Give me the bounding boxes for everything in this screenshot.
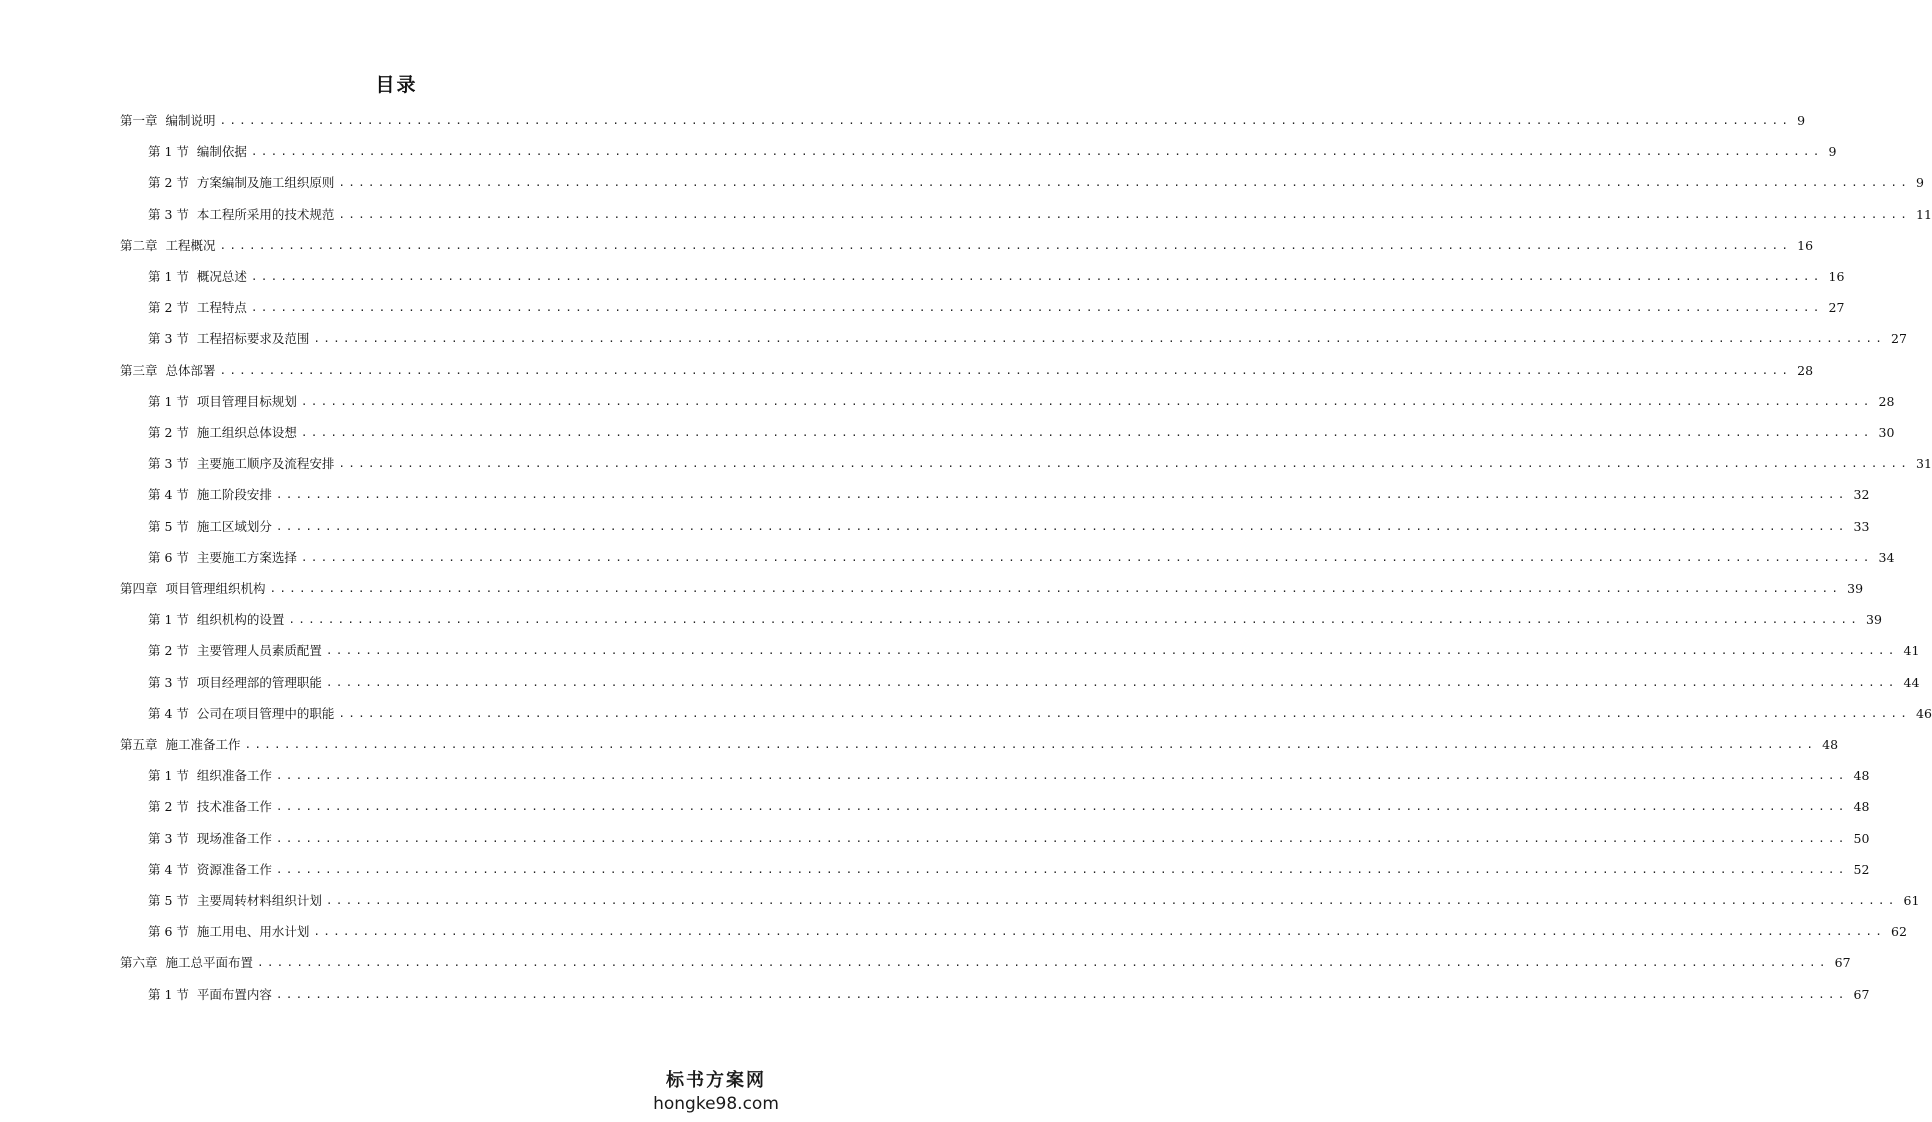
toc-entry-title: 编制说明: [165, 113, 216, 128]
toc-section-entry[interactable]: [0, 766, 1870, 786]
toc-entry-label: [148, 860, 272, 880]
toc-page-number: 62: [1891, 924, 1907, 939]
toc-entry-label: [148, 485, 272, 505]
toc-section-entry[interactable]: [0, 891, 1920, 911]
toc-entry-number: 第 1 节: [148, 269, 189, 284]
toc-entry-number: 第 4 节: [148, 706, 189, 721]
toc-section-entry[interactable]: [0, 610, 1882, 630]
toc-leader-dots: ................................................................................................................................................................: [219, 364, 1792, 377]
toc-page-number: 27: [1891, 331, 1907, 346]
toc-page-number: 11: [1916, 207, 1932, 222]
toc-page-number: 61: [1903, 893, 1920, 908]
toc-entry-number: 第 6 节: [148, 924, 189, 939]
toc-entry-number: 第 2 节: [148, 425, 189, 440]
toc-page-number: 16: [1828, 269, 1845, 284]
toc-section-entry[interactable]: [0, 298, 1845, 318]
toc-entry-label: [120, 579, 266, 599]
toc-entry-number: 第 2 节: [148, 175, 189, 190]
toc-page-number: 39: [1847, 581, 1864, 596]
toc-leader-dots: ................................................................................................................................................................: [313, 925, 1886, 938]
toc-entry-number: 第 6 节: [148, 550, 189, 565]
toc-entry-label: [148, 142, 247, 162]
toc-page-number: 50: [1853, 831, 1870, 846]
toc-section-entry[interactable]: [0, 860, 1870, 880]
toc-entry-number: 第 1 节: [148, 768, 189, 783]
toc-entry-title: 工程特点: [196, 300, 247, 315]
toc-entry-title: 施工准备工作: [165, 737, 241, 752]
toc-leader-dots: ................................................................................................................................................................: [325, 894, 1898, 907]
toc-chapter-entry[interactable]: [0, 111, 1806, 131]
toc-entry-label: [120, 953, 253, 973]
toc-entry-title: 技术准备工作: [196, 799, 272, 814]
toc-section-entry[interactable]: [0, 485, 1870, 505]
toc-chapter-entry[interactable]: [0, 953, 1851, 973]
toc-entry-title: 平面布置内容: [196, 987, 272, 1002]
toc-page-number: 9: [1828, 144, 1837, 159]
toc-entry-title: 方案编制及施工组织原则: [196, 175, 335, 190]
toc-page-number: 48: [1822, 737, 1839, 752]
toc-entry-title: 总体部署: [165, 363, 216, 378]
toc-page-number: 30: [1878, 425, 1895, 440]
toc-leader-dots: ................................................................................................................................................................: [269, 582, 1842, 595]
toc-leader-dots: ................................................................................................................................................................: [250, 270, 1823, 283]
toc-section-entry[interactable]: [0, 704, 1932, 724]
toc-entry-title: 主要施工方案选择: [196, 550, 297, 565]
toc-leader-dots: ................................................................................................................................................................: [257, 956, 1829, 969]
toc-section-entry[interactable]: [0, 329, 1907, 349]
toc-entry-title: 施工用电、用水计划: [196, 924, 310, 939]
toc-entry-label: [148, 610, 284, 630]
toc-entry-label: [120, 111, 216, 131]
toc-leader-dots: ................................................................................................................................................................: [300, 551, 1873, 564]
toc-entry-label: [148, 985, 272, 1005]
toc-entry-title: 施工阶段安排: [196, 487, 272, 502]
toc-entry-title: 主要周转材料组织计划: [196, 893, 322, 908]
toc-leader-dots: ................................................................................................................................................................: [325, 676, 1898, 689]
toc-page-number: 28: [1878, 394, 1895, 409]
toc-entry-label: [148, 704, 334, 724]
toc-entry-number: 第 5 节: [148, 519, 189, 534]
toc-entry-number: 第 3 节: [148, 331, 189, 346]
toc-entry-number: 第 3 节: [148, 831, 189, 846]
toc-page-number: 44: [1903, 675, 1920, 690]
toc-entry-title: 工程概况: [165, 238, 216, 253]
toc-entry-number: 第 1 节: [148, 987, 189, 1002]
toc-entry-label: [148, 673, 322, 693]
toc-entry-title: 施工总平面布置: [165, 955, 254, 970]
toc-leader-dots: ................................................................................................................................................................: [275, 769, 1848, 782]
watermark: [646, 1066, 786, 1114]
toc-entry-number: 第 1 节: [148, 394, 189, 409]
toc-entry-number: 第 1 节: [148, 144, 189, 159]
toc-entry-title: 项目经理部的管理职能: [196, 675, 322, 690]
toc-entry-number: 第 4 节: [148, 487, 189, 502]
toc-section-entry[interactable]: [0, 797, 1870, 817]
toc-entry-number: 第六章: [120, 955, 158, 970]
toc-page-number: 28: [1797, 363, 1814, 378]
toc-entry-label: [148, 423, 297, 443]
toc-entry-title: 工程招标要求及范围: [196, 331, 310, 346]
toc-entry-number: 第 3 节: [148, 456, 189, 471]
toc-entry-title: 主要施工顺序及流程安排: [196, 456, 335, 471]
toc-entry-title: 施工区域划分: [196, 519, 272, 534]
toc-leader-dots: ................................................................................................................................................................: [219, 239, 1792, 252]
toc-entry-label: [120, 236, 216, 256]
toc-entry-label: [148, 298, 247, 318]
toc-entry-number: 第三章: [120, 363, 158, 378]
toc-entry-label: [148, 173, 334, 193]
toc-entry-number: 第 2 节: [148, 300, 189, 315]
toc-section-entry[interactable]: [0, 829, 1870, 849]
toc-leader-dots: ................................................................................................................................................................: [219, 114, 1792, 127]
toc-entry-number: 第五章: [120, 737, 158, 752]
toc-entry-label: [148, 766, 272, 786]
toc-leader-dots: ................................................................................................................................................................: [275, 863, 1848, 876]
toc-entry-label: [148, 267, 247, 287]
toc-page-number: 31: [1916, 456, 1932, 471]
toc-chapter-entry[interactable]: [0, 735, 1839, 755]
toc-entry-number: 第 2 节: [148, 643, 189, 658]
toc-leader-dots: ................................................................................................................................................................: [275, 488, 1848, 501]
toc-page-number: 16: [1797, 238, 1814, 253]
toc-entry-title: 概况总述: [196, 269, 247, 284]
toc-section-entry[interactable]: [0, 922, 1907, 942]
toc-page-number: 27: [1828, 300, 1845, 315]
toc-leader-dots: ................................................................................................................................................................: [275, 832, 1848, 845]
toc-leader-dots: ................................................................................................................................................................: [288, 613, 1861, 626]
toc-entry-title: 项目管理目标规划: [196, 394, 297, 409]
toc-section-entry[interactable]: [0, 454, 1932, 474]
toc-leader-dots: ................................................................................................................................................................: [325, 644, 1898, 657]
toc-entry-title: 现场准备工作: [196, 831, 272, 846]
toc-entry-label: [148, 454, 334, 474]
toc-page-number: 46: [1916, 706, 1932, 721]
toc-leader-dots: ................................................................................................................................................................: [338, 707, 1911, 720]
toc-entry-title: 公司在项目管理中的职能: [196, 706, 335, 721]
toc-leader-dots: ................................................................................................................................................................: [275, 520, 1848, 533]
toc-leader-dots: ................................................................................................................................................................: [244, 738, 1817, 751]
toc-section-entry[interactable]: [0, 641, 1920, 661]
toc-entry-number: 第 3 节: [148, 207, 189, 222]
toc-entry-number: 第 5 节: [148, 893, 189, 908]
toc-leader-dots: ................................................................................................................................................................: [275, 800, 1848, 813]
toc-page-number: 33: [1853, 519, 1870, 534]
toc-page-number: 48: [1853, 799, 1870, 814]
toc-page-number: 32: [1853, 487, 1870, 502]
toc-section-entry[interactable]: [0, 267, 1845, 287]
toc-entry-label: [148, 922, 309, 942]
toc-leader-dots: ................................................................................................................................................................: [275, 988, 1848, 1001]
toc-entry-label: [148, 548, 297, 568]
toc-page-number: 9: [1797, 113, 1806, 128]
toc-leader-dots: ................................................................................................................................................................: [300, 395, 1873, 408]
toc-entry-label: [120, 361, 216, 381]
toc-entry-number: 第 3 节: [148, 675, 189, 690]
toc-section-entry[interactable]: [0, 142, 1837, 162]
toc-entry-label: [148, 797, 272, 817]
toc-entry-number: 第 1 节: [148, 612, 189, 627]
toc-entry-label: [148, 829, 272, 849]
toc-page-number: 41: [1903, 643, 1920, 658]
toc-section-entry[interactable]: [0, 392, 1895, 412]
toc-entry-number: 第二章: [120, 238, 158, 253]
watermark-url: hongke98.com: [653, 1094, 779, 1114]
toc-entry-label: [148, 329, 309, 349]
toc-entry-title: 主要管理人员素质配置: [196, 643, 322, 658]
watermark-name: 标书方案网: [666, 1070, 766, 1091]
toc-entry-title: 编制依据: [196, 144, 247, 159]
toc-entry-title: 项目管理组织机构: [165, 581, 266, 596]
toc-page-number: 9: [1916, 175, 1924, 190]
toc-leader-dots: ................................................................................................................................................................: [338, 208, 1911, 221]
toc-page-number: 34: [1878, 550, 1895, 565]
toc-entry-title: 组织机构的设置: [196, 612, 285, 627]
toc-section-entry[interactable]: [0, 517, 1870, 537]
toc-entry-title: 本工程所采用的技术规范: [196, 207, 335, 222]
toc-leader-dots: ................................................................................................................................................................: [250, 301, 1823, 314]
toc-entry-label: [148, 641, 322, 661]
toc-page-number: 39: [1866, 612, 1882, 627]
toc-page-number: 67: [1834, 955, 1851, 970]
toc-leader-dots: ................................................................................................................................................................: [250, 145, 1823, 158]
toc-entry-number: 第四章: [120, 581, 158, 596]
toc-page-number: 67: [1853, 987, 1870, 1002]
toc-entry-label: [120, 735, 241, 755]
toc-leader-dots: ................................................................................................................................................................: [338, 457, 1911, 470]
toc-leader-dots: ................................................................................................................................................................: [338, 176, 1911, 189]
toc-section-entry[interactable]: [0, 548, 1895, 568]
toc-entry-label: [148, 891, 322, 911]
toc-entry-title: 施工组织总体设想: [196, 425, 297, 440]
toc-entry-number: 第 2 节: [148, 799, 189, 814]
toc-entry-label: [148, 517, 272, 537]
toc-chapter-entry[interactable]: [0, 236, 1814, 256]
toc-chapter-entry[interactable]: [0, 579, 1864, 599]
toc-leader-dots: ................................................................................................................................................................: [313, 332, 1886, 345]
toc-page-number: 48: [1853, 768, 1870, 783]
toc-section-entry[interactable]: [0, 673, 1920, 693]
toc-leader-dots: ................................................................................................................................................................: [300, 426, 1873, 439]
toc-entry-number: 第一章: [120, 113, 158, 128]
page-title: 目录: [375, 74, 418, 96]
toc-entry-label: [148, 392, 297, 412]
toc-chapter-entry[interactable]: [0, 361, 1814, 381]
toc-section-entry[interactable]: [0, 173, 1924, 193]
toc-section-entry[interactable]: [0, 423, 1895, 443]
toc-section-entry[interactable]: [0, 985, 1870, 1005]
toc-entry-number: 第 4 节: [148, 862, 189, 877]
toc-entry-label: [148, 205, 334, 225]
toc-section-entry[interactable]: [0, 205, 1932, 225]
toc-entry-title: 资源准备工作: [196, 862, 272, 877]
toc-entry-title: 组织准备工作: [196, 768, 272, 783]
toc-page-number: 52: [1853, 862, 1870, 877]
